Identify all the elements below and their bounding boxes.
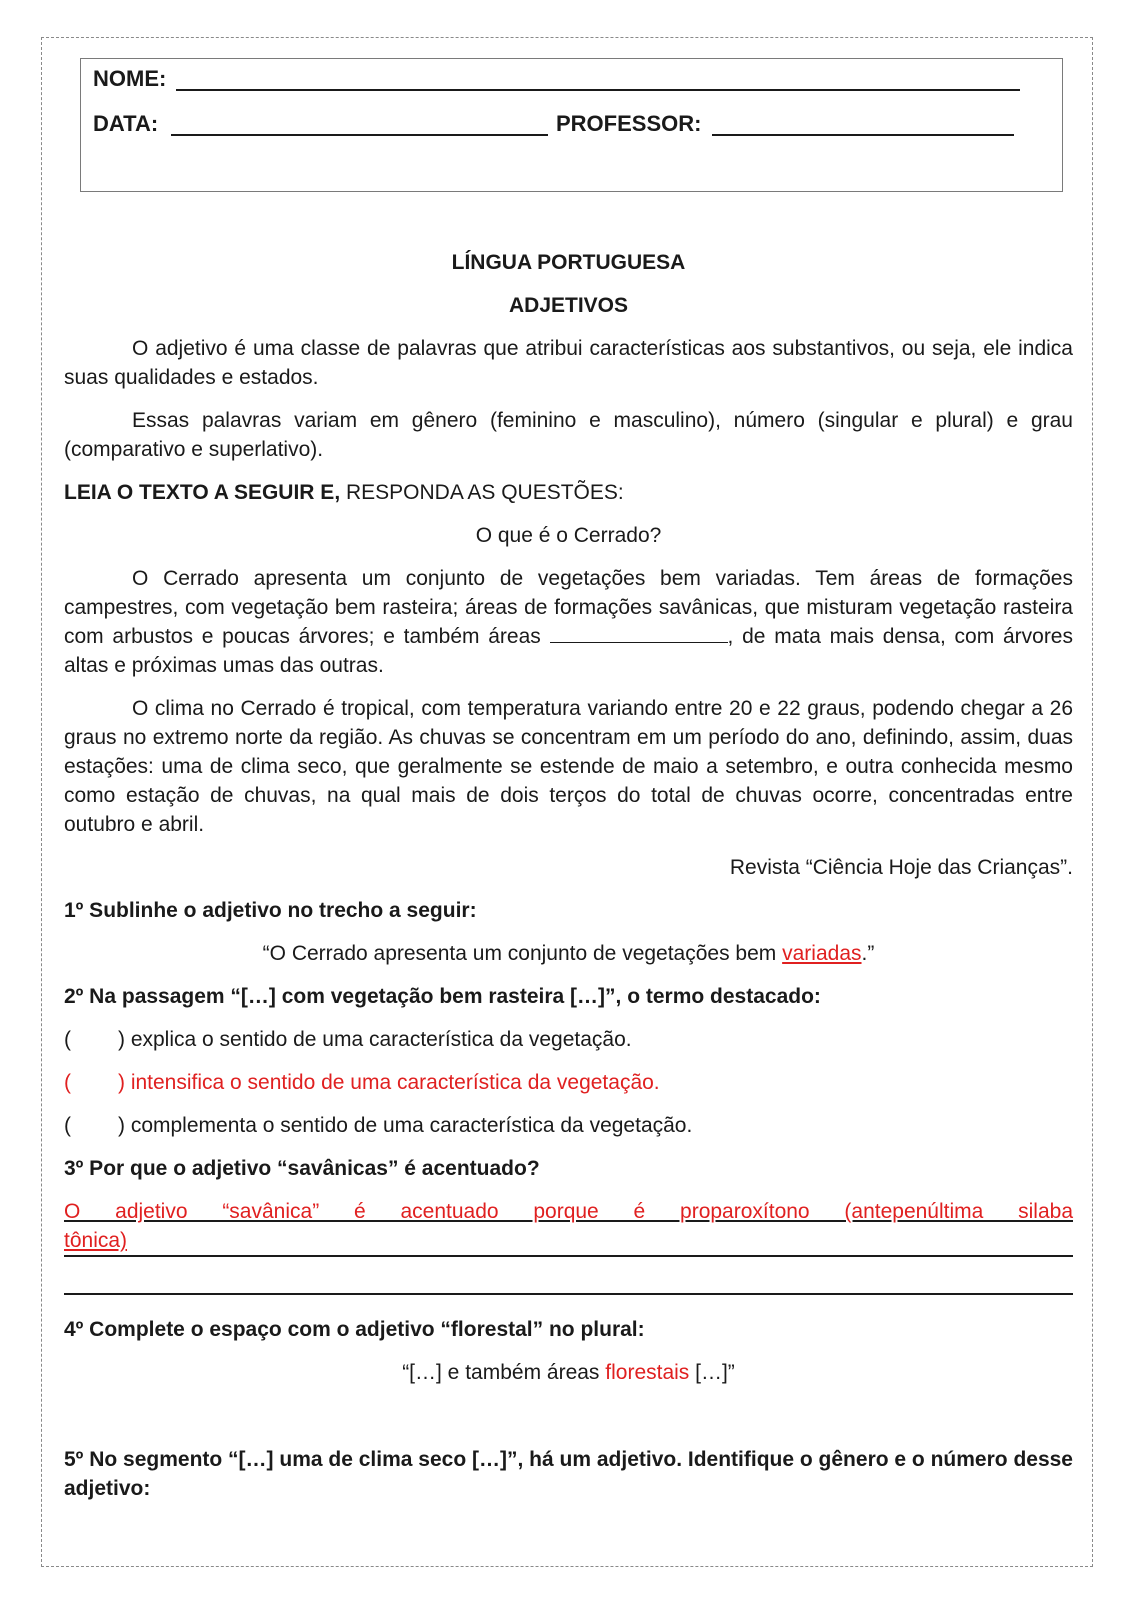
- q3-label: 3º Por que o adjetivo “savânicas” é acentuado?: [64, 1157, 540, 1180]
- instruction: [64, 478, 1073, 507]
- text-paragraph-1: [64, 564, 1073, 680]
- q4-quote-before: “[…] e também áreas: [402, 1361, 606, 1384]
- q1-quote-before: “O Cerrado apresenta um conjunto de vegetações bem: [262, 942, 783, 965]
- text-p1-after: , de mata mais densa, com árvores altas e próximas umas das outras.: [64, 625, 1073, 677]
- q2-option-1[interactable]: [64, 1025, 1073, 1054]
- q1-label: 1º Sublinhe o adjetivo no trecho a seguir:: [64, 899, 477, 922]
- q2-option-1-text: ) explica o sentido de uma característica da vegetação.: [118, 1028, 632, 1051]
- q4-quote: [64, 1358, 1073, 1387]
- q3-answer-line-3: [64, 1293, 1073, 1295]
- text-title: O que é o Cerrado?: [475, 524, 662, 547]
- q2-option-1-paren: (: [64, 1028, 71, 1051]
- q1-answer: variadas: [782, 942, 862, 965]
- page-title: LÍNGUA PORTUGUESA: [451, 251, 686, 274]
- nome-field[interactable]: [176, 89, 1020, 91]
- text-blank: [550, 622, 728, 643]
- q2-option-3[interactable]: [64, 1111, 1073, 1140]
- q4-answer: florestais: [605, 1361, 690, 1384]
- q2-option-2[interactable]: [64, 1068, 1073, 1097]
- q4-label: 4º Complete o espaço com o adjetivo “florestal” no plural:: [64, 1318, 645, 1341]
- q3-answer[interactable]: [64, 1197, 1073, 1295]
- professor-label: PROFESSOR:: [556, 111, 702, 136]
- page-subtitle: ADJETIVOS: [508, 294, 629, 317]
- worksheet-content: [64, 248, 1073, 1503]
- q2-label: 2º Na passagem “[…] com vegetação bem rasteira […]”, o termo destacado:: [64, 985, 821, 1008]
- intro-paragraph-1: O adjetivo é uma classe de palavras que atribui características aos substantivos, ou seja, ele indica suas qualidades e estados.: [64, 337, 1073, 389]
- q2-option-2-paren: (: [64, 1071, 71, 1094]
- q2-option-3-paren: (: [64, 1114, 71, 1137]
- text-source: Revista “Ciência Hoje das Crianças”.: [729, 856, 1073, 879]
- q4-quote-after: […]”: [689, 1361, 735, 1384]
- instruction-bold: LEIA O TEXTO A SEGUIR E,: [64, 481, 341, 504]
- q3-answer-line-1: O adjetivo “savânica” é acentuado porque é proparoxítono (antepenúltima silaba: [64, 1200, 1073, 1223]
- text-p1-before: O Cerrado apresenta um conjunto de vegetações bem variadas. Tem áreas de formações campestres, com vegetação bem rasteira; áreas de formações savânicas, que misturam vegetação rasteira com arbustos e poucas árvores; e também áreas: [64, 567, 1073, 648]
- q3-answer-line-2: tônica): [64, 1226, 1073, 1257]
- q2-option-3-text: ) complementa o sentido de uma característica da vegetação.: [118, 1114, 693, 1137]
- q2-option-2-text: ) intensifica o sentido de uma característica da vegetação.: [118, 1071, 660, 1094]
- instruction-rest: RESPONDA AS QUESTÕES:: [340, 481, 624, 504]
- q5-label: 5º No segmento “[…] uma de clima seco […]”, há um adjetivo. Identifique o gênero e o número desse adjetivo:: [64, 1448, 1073, 1500]
- q1-quote: [64, 939, 1073, 968]
- q1-quote-after: .”: [861, 942, 875, 965]
- intro-paragraph-2: Essas palavras variam em gênero (feminino e masculino), número (singular e plural) e grau (comparativo e superlativo).: [64, 409, 1073, 461]
- nome-label: NOME:: [93, 66, 167, 91]
- data-field[interactable]: [171, 134, 548, 136]
- text-paragraph-2: O clima no Cerrado é tropical, com temperatura variando entre 20 e 22 graus, podendo chegar a 26 graus no extremo norte da região. As chuvas se concentram em um período do ano, definindo, assim, duas estações: uma de clima seco, que geralmente se estende de maio a setembro, e outra conhecida mesmo como estação de chuvas, na qual mais de dois terços do total de chuvas ocorre, concentradas entre outubro e abril.: [64, 697, 1073, 836]
- data-label: DATA:: [93, 111, 159, 136]
- professor-field[interactable]: [712, 134, 1014, 136]
